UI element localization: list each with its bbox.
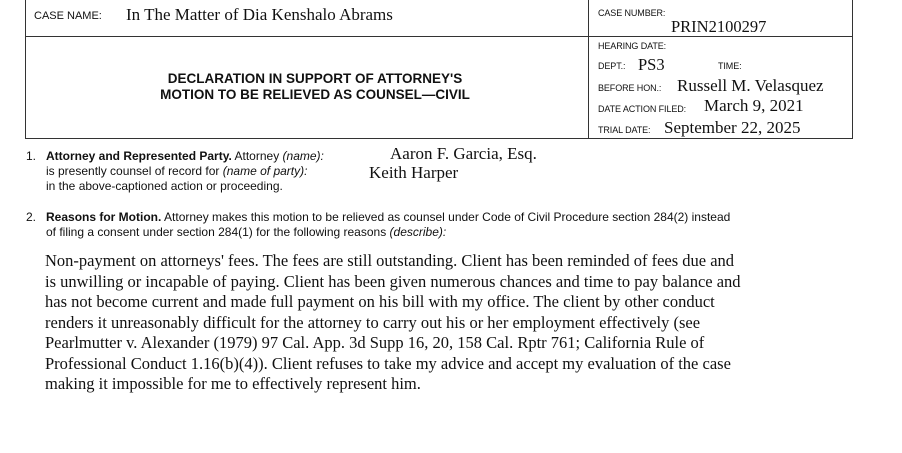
- form-title-line2: MOTION TO BE RELIEVED AS COUNSEL—CIVIL: [160, 87, 470, 102]
- section1-line2: [46, 164, 307, 179]
- form-title-line1: DECLARATION IN SUPPORT OF ATTORNEY'S: [167, 71, 463, 86]
- section2-line1: [46, 210, 730, 225]
- date-action-filed-label: DATE ACTION FILED:: [598, 104, 687, 114]
- before-hon-value: Russell M. Velasquez: [677, 76, 824, 95]
- section1-line1: [46, 149, 324, 164]
- reasons-paragraph: [45, 251, 741, 395]
- section1-line3: in the above-captioned action or proceeding.: [46, 179, 283, 193]
- reasons-line: Pearlmutter v. Alexander (1979) 97 Cal. App. 3d Supp 16, 20, 158 Cal. Rptr 761; California Rule of: [45, 333, 705, 352]
- section1-name-label: (name):: [282, 149, 324, 163]
- section2-line1-text: Attorney makes this motion to be relieved as counsel under Code of Civil Procedure section 284(2) instead: [164, 210, 731, 224]
- section1-number: 1.: [26, 149, 37, 163]
- reasons-line: has not become current and made full payment on his bill with my office. The client by other conduct: [45, 292, 715, 311]
- party-name-value: Keith Harper: [369, 163, 459, 182]
- dept-label: DEPT.:: [598, 61, 626, 71]
- section2-number: 2.: [26, 210, 37, 224]
- reasons-line: renders it unreasonably difficult for the attorney to carry out his or her employment effectively (see: [45, 312, 701, 332]
- case-number-value: PRIN2100297: [671, 17, 767, 36]
- trial-date-value: September 22, 2025: [664, 118, 801, 137]
- case-number-label: CASE NUMBER:: [598, 8, 666, 18]
- section1-attorney-prefix: Attorney: [234, 149, 280, 163]
- section2-line2-prefix: of filing a consent under section 284(1) for the following reasons: [46, 225, 387, 239]
- case-name-value: In The Matter of Dia Kenshalo Abrams: [126, 5, 393, 24]
- reasons-line: making it impossible for me to effectively represent him.: [45, 374, 421, 393]
- reasons-line: Professional Conduct 1.16(b)(4)). Client refuses to take my advice and accept my evaluation of the case: [45, 353, 731, 373]
- section1-heading: Attorney and Represented Party.: [46, 149, 232, 163]
- section1-line2-prefix: is presently counsel of record for: [46, 164, 220, 178]
- caption-divider-right: [588, 36, 852, 37]
- section2-heading: Reasons for Motion.: [46, 210, 162, 224]
- hearing-date-label: HEARING DATE:: [598, 41, 667, 51]
- trial-date-label: TRIAL DATE:: [598, 125, 651, 135]
- caption-divider-left: [25, 36, 589, 37]
- reasons-line: Non-payment on attorneys' fees. The fees are still outstanding. Client has been reminded of fees due and: [45, 251, 735, 270]
- caption-divider-vertical: [588, 0, 589, 139]
- reasons-line: is unwilling or incapable of paying. Client has been given numerous chances and time to pay balance and: [45, 271, 741, 291]
- section2-line2: [46, 225, 446, 240]
- dept-value: PS3: [638, 55, 665, 74]
- date-action-filed-value: March 9, 2021: [704, 96, 804, 115]
- attorney-name-value: Aaron F. Garcia, Esq.: [390, 144, 537, 163]
- section1-party-label: (name of party):: [222, 164, 308, 178]
- case-name-label: CASE NAME:: [34, 10, 102, 22]
- form-title: [100, 71, 530, 103]
- time-label: TIME:: [718, 61, 742, 71]
- section2-describe-label: (describe):: [389, 225, 447, 239]
- before-hon-label: BEFORE HON.:: [598, 83, 662, 93]
